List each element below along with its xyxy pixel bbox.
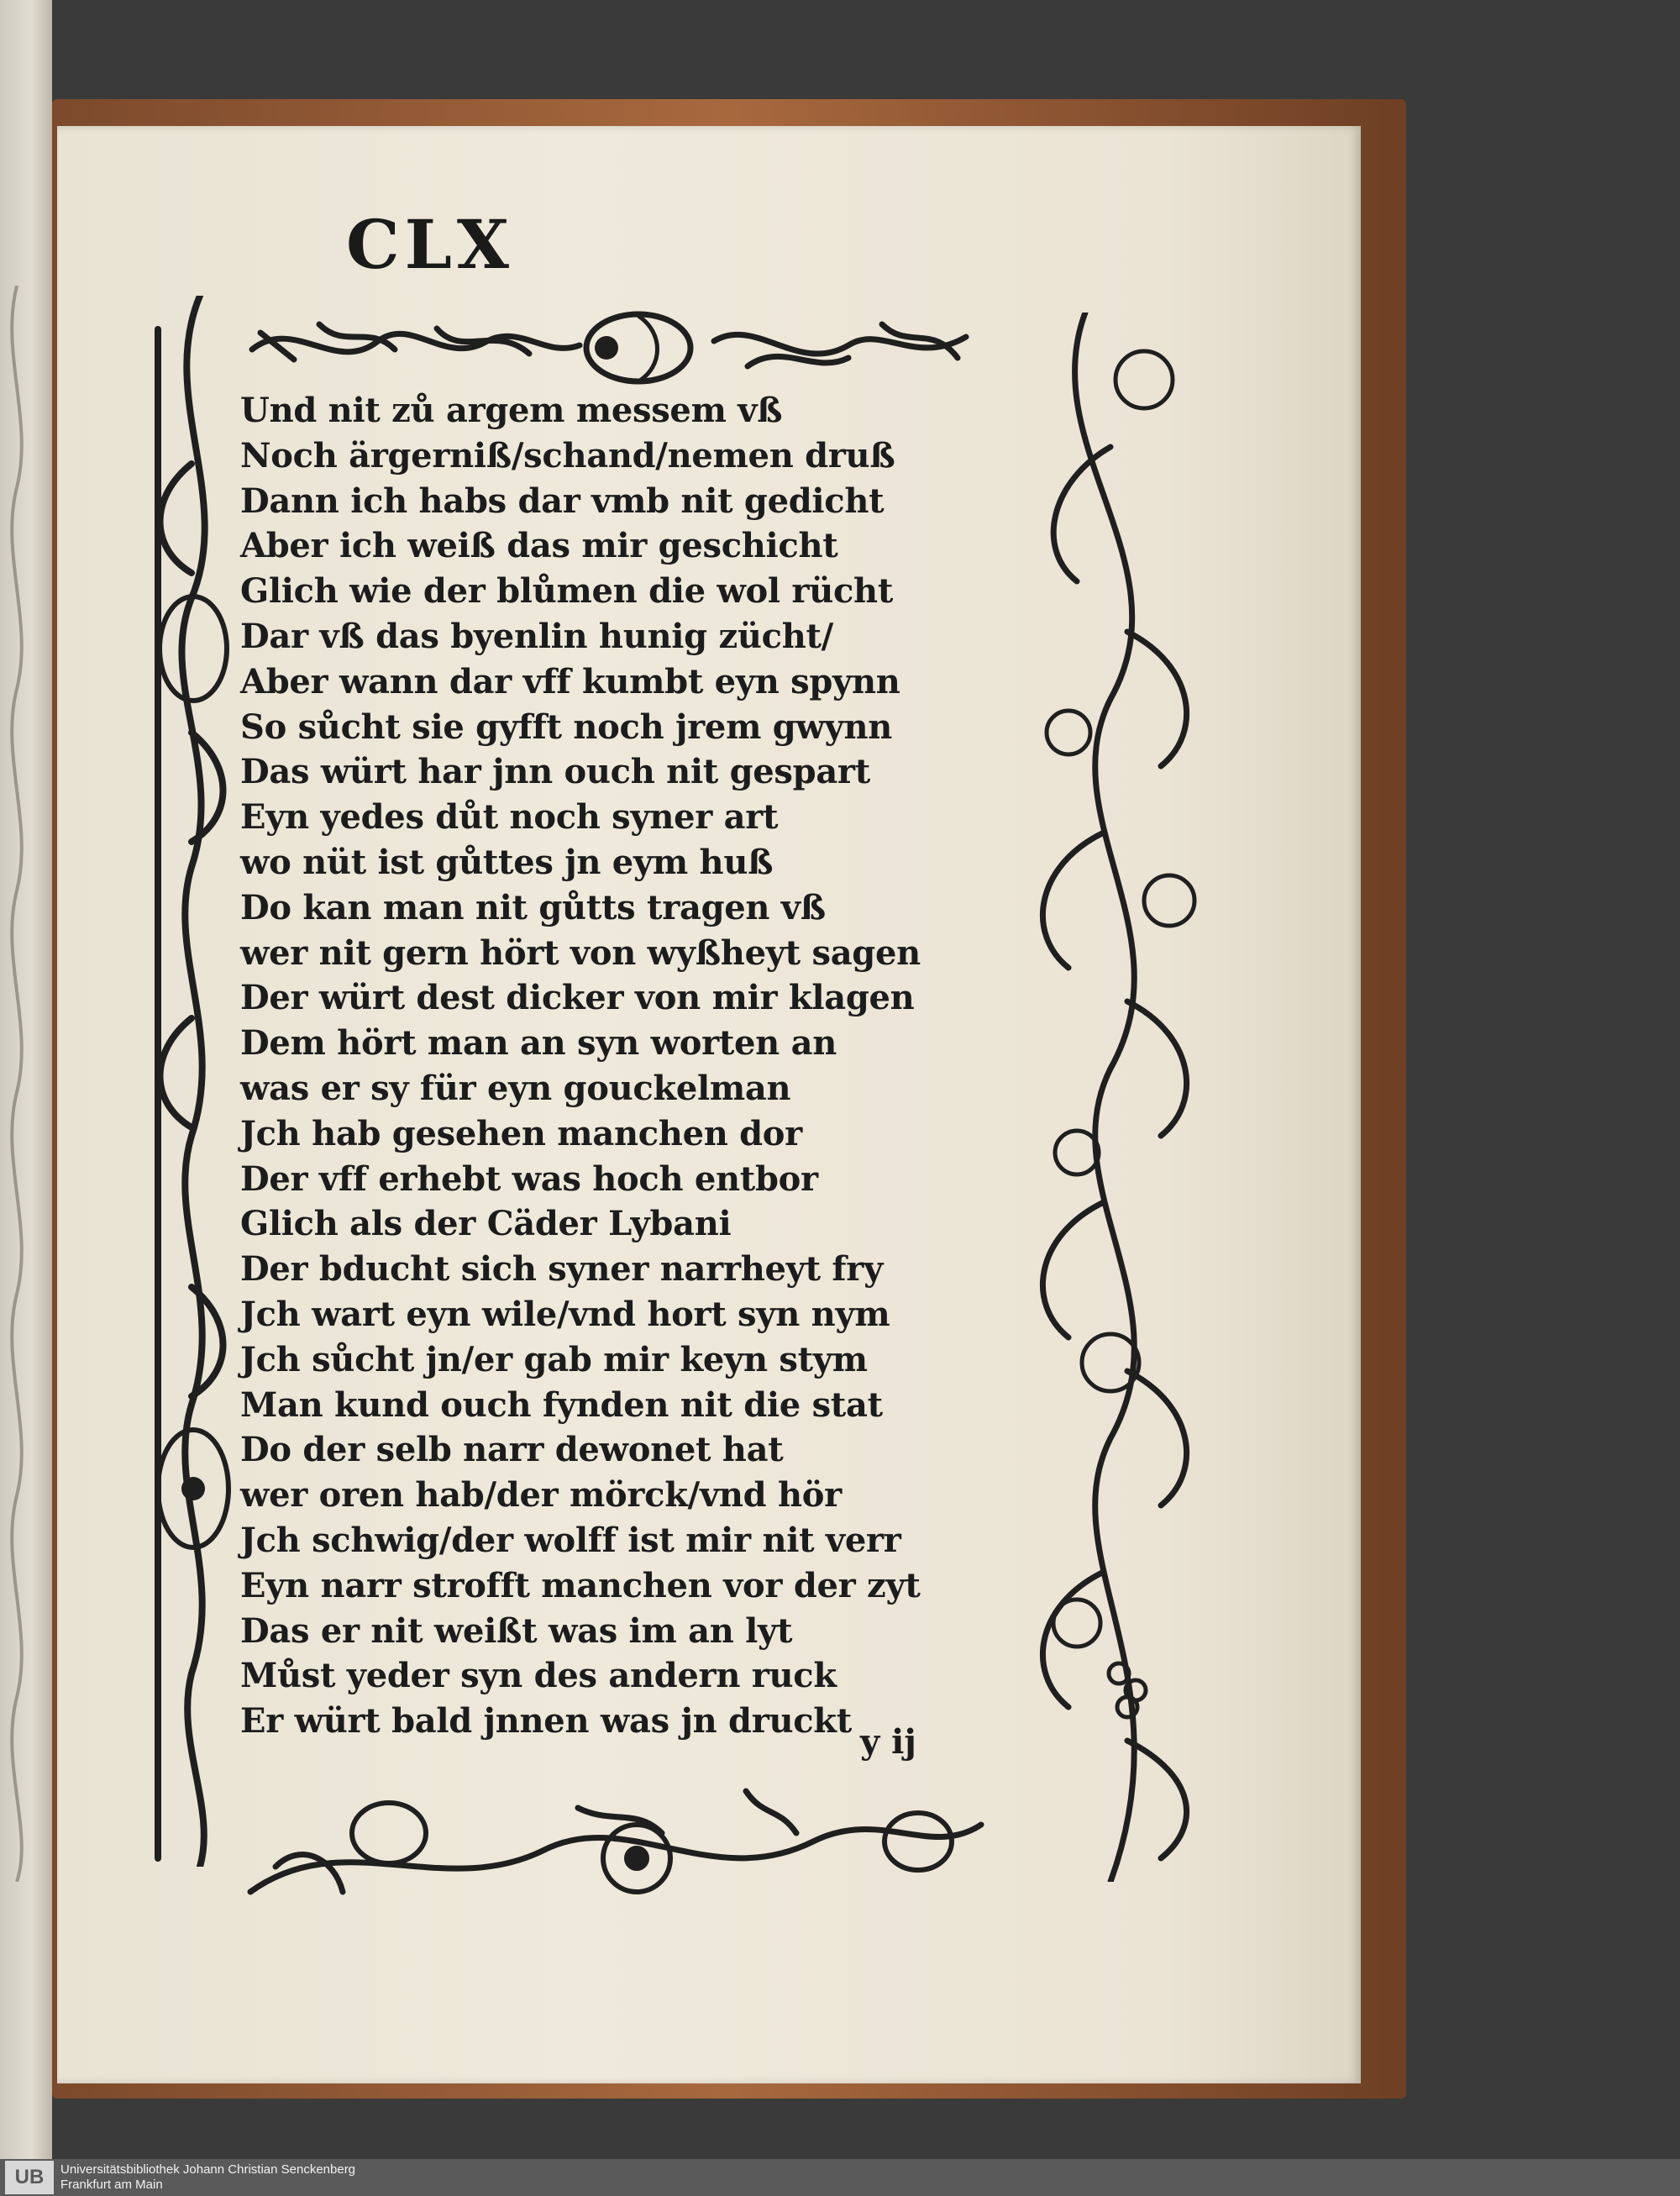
text-line: Das würt har jnn ouch nit gespart — [240, 752, 870, 792]
text-line: wo nüt ist gůttes jn eym huß — [240, 842, 774, 882]
text-line: Das er nit weißt was im an lyt — [240, 1610, 793, 1651]
signature-mark: y ij — [860, 1722, 916, 1762]
text-line: Můst yeder syn des andern ruck — [240, 1656, 837, 1696]
institution-credit — [60, 2162, 355, 2193]
text-line: Und nit zů argem messem vß — [240, 391, 783, 430]
text-line: was er sy für eyn gouckelman — [240, 1068, 791, 1108]
text-line: Dem hört man an syn worten an — [240, 1023, 837, 1064]
text-line: Der würt dest dicker von mir klagen — [240, 978, 915, 1018]
text-line: So sůcht sie gyfft noch jrem gwynn — [240, 707, 893, 747]
text-line: Der vff erhebt was hoch entbor — [240, 1158, 818, 1199]
text-line: Dann ich habs dar vmb nit gedicht — [240, 481, 885, 521]
institution-city: Frankfurt am Main — [60, 2178, 163, 2192]
text-line: Dar vß das byenlin hunig zücht/ — [240, 616, 833, 656]
text-line: Eyn yedes důt noch syner art — [240, 797, 779, 838]
text-line: Jch schwig/der wolff ist mir nit verr — [240, 1520, 901, 1560]
text-line: Aber ich weiß das mir geschicht — [240, 526, 838, 566]
text-line: Eyn narr strofft manchen vor der zyt — [240, 1565, 921, 1605]
text-line: Glich wie der blůmen die wol rücht — [240, 571, 894, 612]
text-line: wer oren hab/der mörck/vnd hör — [240, 1475, 842, 1516]
text-line: Noch ärgerniß/schand/nemen druß — [240, 435, 895, 475]
woodcut-border-left — [141, 296, 240, 1867]
text-line: Jch hab gesehen manchen dor — [240, 1113, 802, 1153]
woodcut-border-top — [244, 299, 983, 390]
text-line: wer nit gern hört von wyßheyt sagen — [240, 933, 921, 973]
ub-logo: UB — [5, 2161, 54, 2194]
text-line: Er würt bald jnnen was jn druckt — [240, 1701, 852, 1742]
text-line: Man kund ouch fynden nit die stat — [240, 1384, 883, 1425]
text-line: Glich als der Cäder Lybani — [240, 1204, 732, 1244]
text-line: Jch sůcht jn/er gab mir keyn stym — [240, 1339, 868, 1379]
adjacent-page-ornament — [0, 286, 34, 1882]
footer-bar — [0, 2159, 1680, 2196]
poem-text-block — [240, 388, 996, 1744]
text-line: Der bducht sich syner narrheyt fry — [240, 1249, 884, 1290]
text-line: Jch wart eyn wile/vnd hort syn nym — [240, 1294, 890, 1334]
text-line: Do der selb narr dewonet hat — [240, 1430, 784, 1470]
folio-number: CLX — [346, 205, 514, 284]
woodcut-border-bottom — [242, 1774, 988, 1907]
institution-name: Universitätsbibliothek Johann Christian Senckenberg — [60, 2162, 356, 2177]
woodcut-border-right — [1001, 313, 1228, 1882]
adjacent-page-edge — [0, 0, 52, 2159]
text-line: Do kan man nit gůtts tragen vß — [240, 887, 826, 927]
text-line: Aber wann dar vff kumbt eyn spynn — [240, 661, 900, 701]
